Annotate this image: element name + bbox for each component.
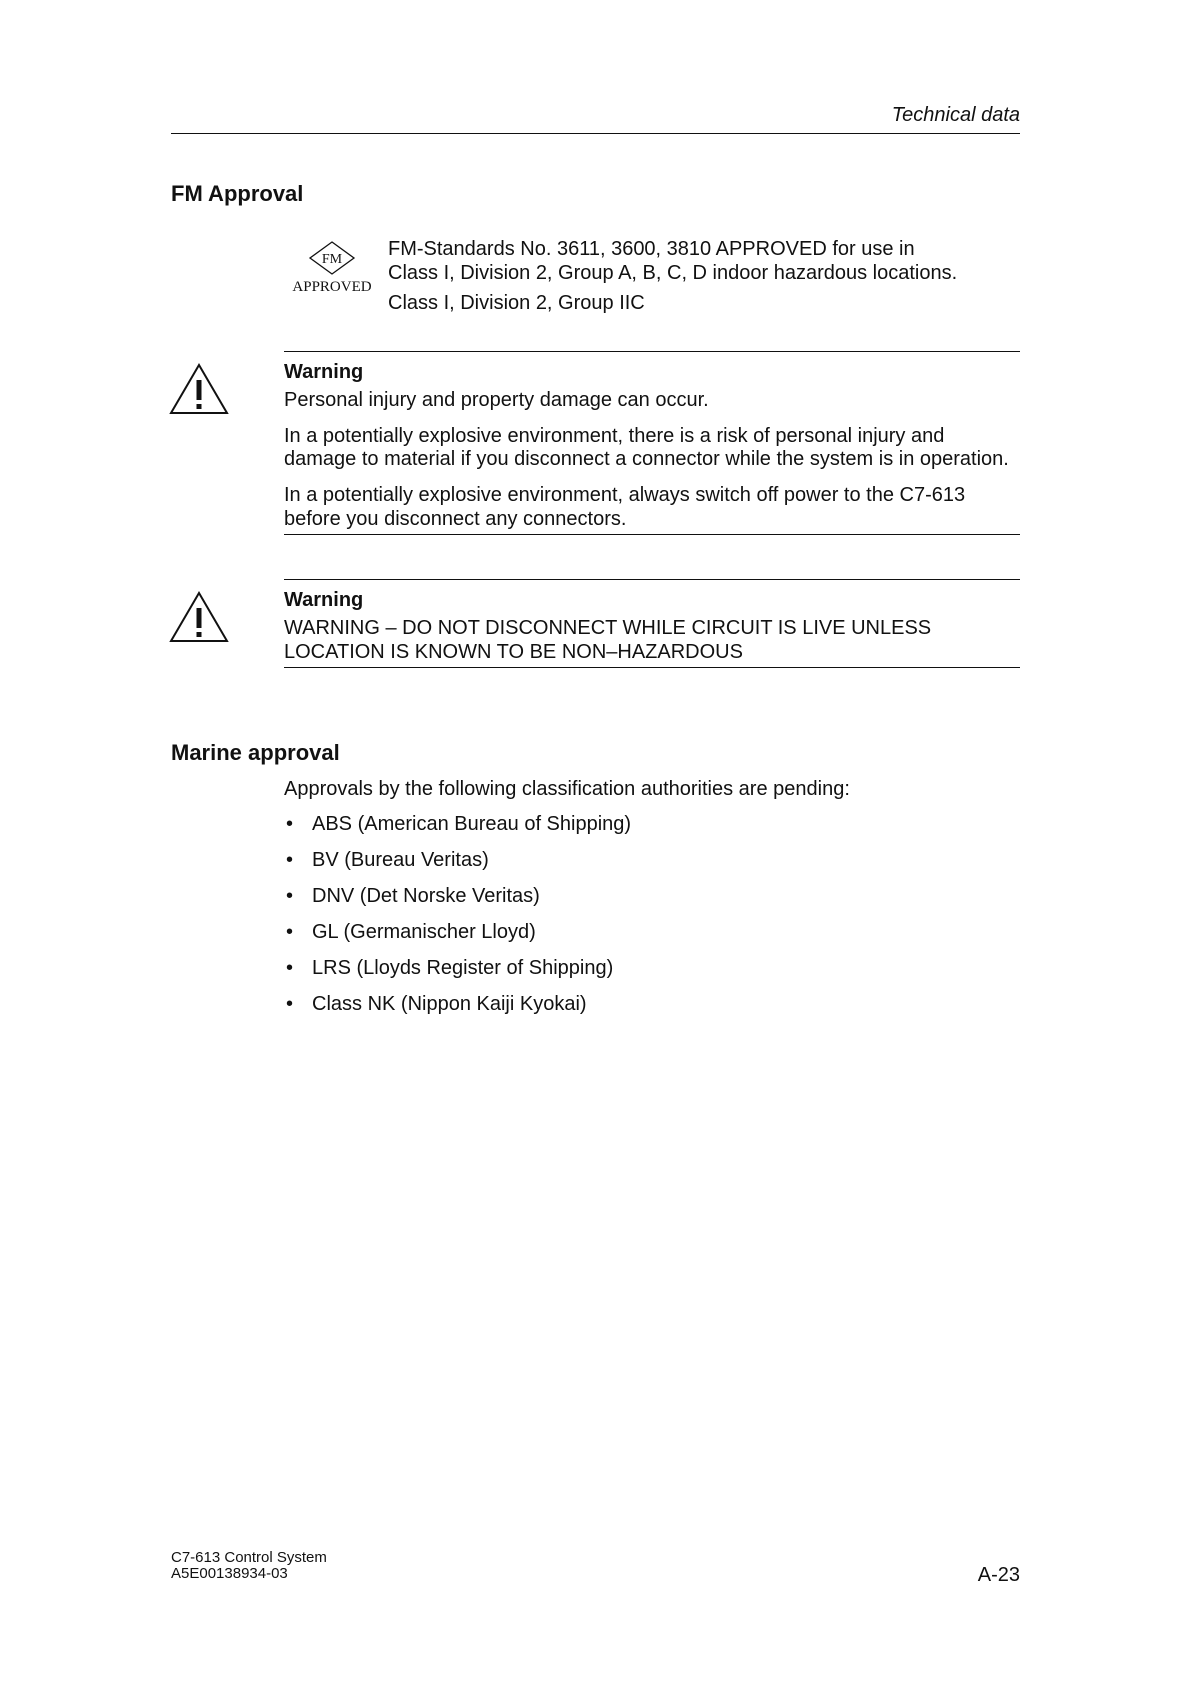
list-item: [284, 848, 631, 884]
footer-document-number: A5E00138934-03: [171, 1565, 288, 1582]
warning-1-para-2-line-2: damage to material if you disconnect a connector while the system is in operation.: [284, 448, 1009, 470]
list-item-text: LRS (Lloyds Register of Shipping): [312, 957, 614, 979]
warning-2-bottom-rule: [284, 667, 1020, 668]
warning-1-title: Warning: [284, 361, 364, 383]
warning-1-statement: Personal injury and property damage can occur.: [284, 389, 709, 411]
list-item-text: GL (Germanischer Lloyd): [312, 921, 536, 943]
warning-triangle-icon: [168, 590, 230, 646]
fm-approval-heading: FM Approval: [171, 181, 304, 206]
marine-approval-heading: Marine approval: [171, 740, 340, 765]
list-item: [284, 884, 631, 920]
footer-document-info: [171, 1550, 327, 1582]
warning-1-para-3-line-1: In a potentially explosive environment, always switch off power to the C7-613: [284, 484, 966, 506]
classification-authorities-list: [284, 812, 631, 1028]
fm-standards-line-1: FM-Standards No. 3611, 3600, 3810 APPROVED for use in: [388, 238, 915, 260]
list-item-text: Class NK (Nippon Kaiji Kyokai): [312, 993, 587, 1015]
bullet-icon: •: [286, 957, 294, 979]
warning-1-para-2-line-1: In a potentially explosive environment, there is a risk of personal injury and: [284, 425, 945, 447]
warning-2-line-2: LOCATION IS KNOWN TO BE NON–HAZARDOUS: [284, 641, 743, 663]
header-divider: [171, 133, 1020, 134]
bullet-icon: •: [286, 849, 294, 871]
fm-approved-logo: [282, 240, 382, 300]
warning-triangle-icon: [168, 362, 230, 418]
fm-standards-line-3: Class I, Division 2, Group IIC: [388, 292, 645, 314]
bullet-icon: •: [286, 885, 294, 907]
list-item: [284, 992, 631, 1028]
page-number: A-23: [977, 1564, 1020, 1586]
bullet-icon: •: [286, 993, 294, 1015]
warning-2-top-rule: [284, 579, 1020, 580]
list-item: [284, 920, 631, 956]
warning-2-title: Warning: [284, 589, 364, 611]
running-header-title: Technical data: [891, 104, 1020, 126]
bullet-icon: •: [286, 921, 294, 943]
list-item: [284, 956, 631, 992]
fm-logo-caption: APPROVED: [292, 279, 372, 295]
list-item: [284, 812, 631, 848]
list-item-text: ABS (American Bureau of Shipping): [312, 813, 632, 835]
footer-product-name: C7-613 Control System: [171, 1549, 327, 1566]
fm-logo-mark: FM: [321, 252, 343, 267]
bullet-icon: •: [286, 813, 294, 835]
warning-2-line-1: WARNING – DO NOT DISCONNECT WHILE CIRCUIT IS LIVE UNLESS: [284, 617, 932, 639]
list-item-text: DNV (Det Norske Veritas): [312, 885, 540, 907]
list-item-text: BV (Bureau Veritas): [312, 849, 489, 871]
warning-1-para-3-line-2: before you disconnect any connectors.: [284, 508, 627, 530]
fm-standards-line-2: Class I, Division 2, Group A, B, C, D indoor hazardous locations.: [388, 262, 958, 284]
marine-approval-intro: Approvals by the following classification authorities are pending:: [284, 778, 850, 800]
warning-1-top-rule: [284, 351, 1020, 352]
warning-1-bottom-rule: [284, 534, 1020, 535]
